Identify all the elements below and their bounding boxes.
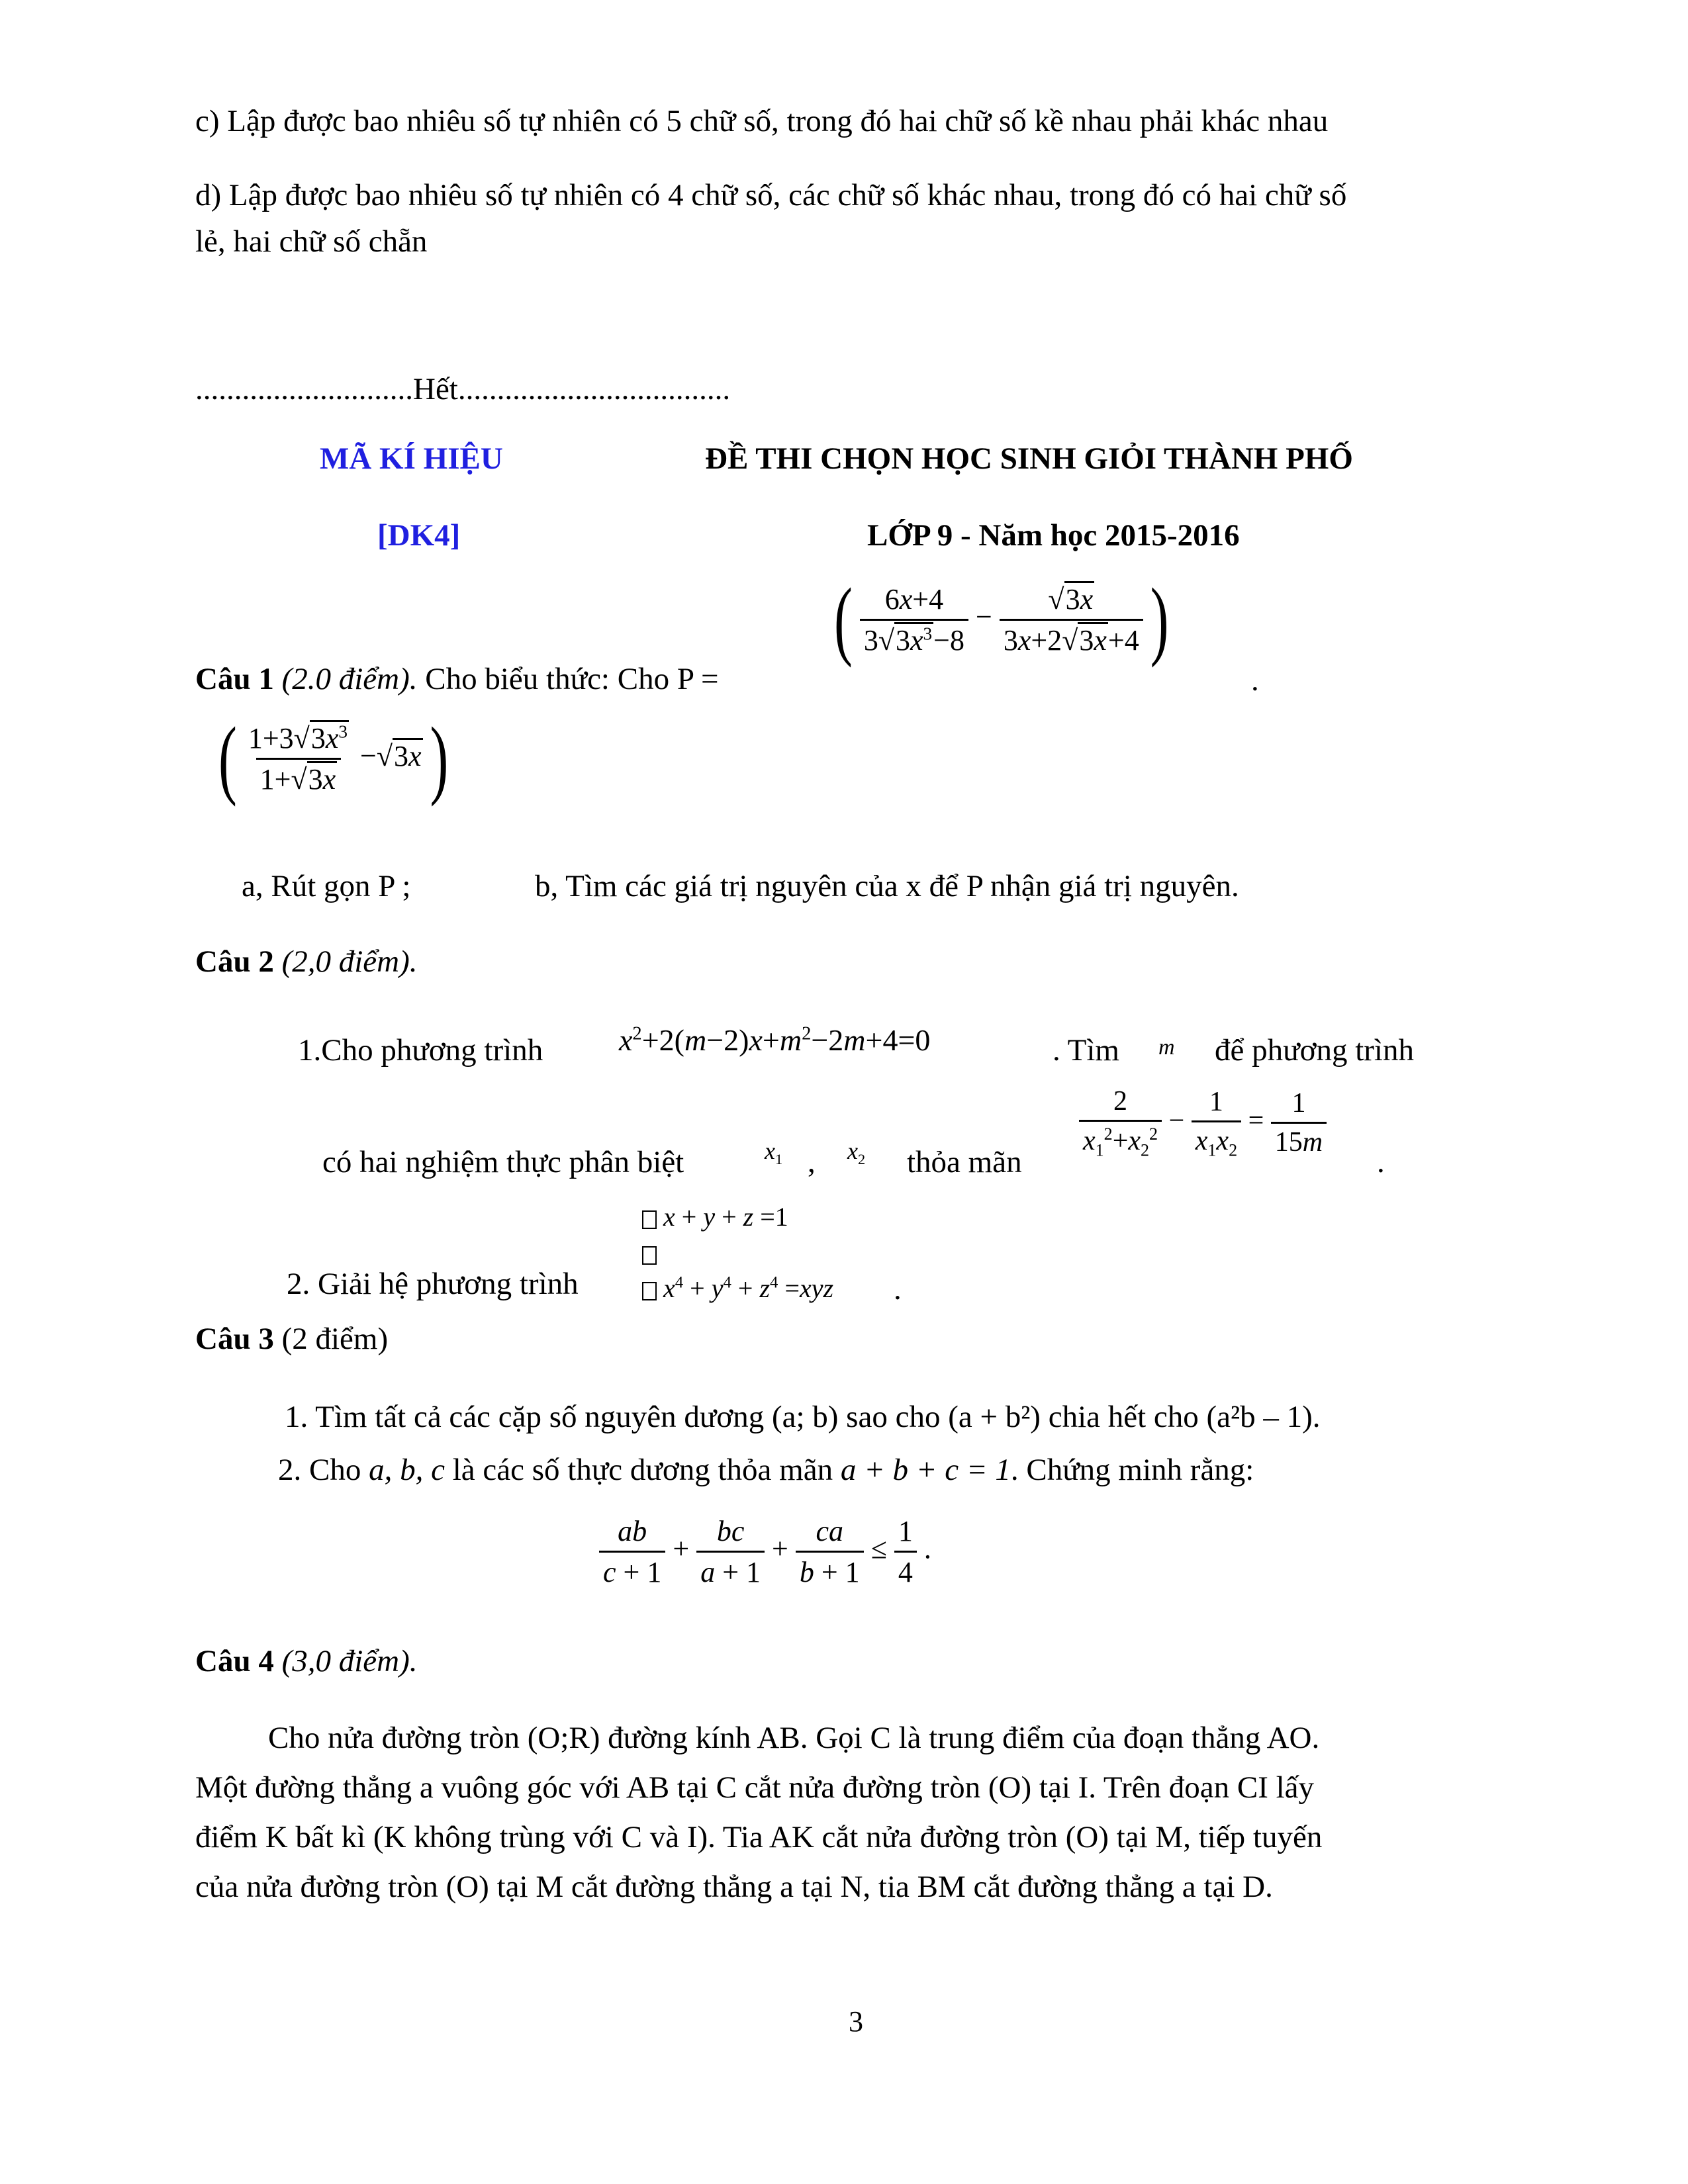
code-label: MÃ KÍ HIỆU [320,441,503,476]
q1-text: Cho biểu thức: Cho P = [425,662,719,696]
formula-dot: . [1251,663,1259,698]
question-d-text-line2: lẻ, hai chữ số chẵn [195,224,428,259]
q1-heading [195,664,718,695]
q3-item1: 1. Tìm tất cả các cặp số nguyên dương (a; b) sao cho (a + b²) chia hết cho (a²b – 1). [285,1400,1321,1434]
question-d-text-line1: d) Lập được bao nhiêu số tự nhiên có 4 chữ số, các chữ số khác nhau, trong đó có hai chữ số [195,178,1347,212]
q2-item1-text: 1.Cho phương trình [298,1033,543,1068]
q3-item2-mid: là các số thực dương thỏa mãn [452,1453,833,1487]
equation-system: x + y + z =1 $x^4 + y^4 + z^4 =xyz$ [642,1199,833,1306]
q2-item1-cond: thỏa mãn [907,1145,1022,1179]
inequality: $\frac{ab}{c + 1}$ + $\frac{bc}{a + 1}$ + $\frac{ca}{b + 1}$ ≤ $\frac{1}{4}$ . [599,1514,931,1589]
comma: , [808,1145,816,1179]
q4-label: Câu 4 [195,1644,274,1678]
q2-item1-find: . Tìm [1053,1033,1119,1068]
q3-item2-cond: a + b + c = 1 [840,1453,1011,1487]
q4-heading [195,1646,418,1677]
exam-grade: LỚP 9 - Năm học 2015-2016 [867,518,1240,553]
q3-item2-vars: a, b, c [369,1453,445,1487]
q3-item2 [278,1455,1254,1486]
formula-p-part2: ( $\frac{1+3√3x^3}{1+√3x}$ −√3x ) [218,709,449,808]
q1-points: (2.0 điểm). [281,662,418,696]
formula-dot2: . [1377,1145,1385,1179]
var-x2: $x_2$ [847,1138,866,1168]
q1-part-b: b, Tìm các giá trị nguyên của x để P nhận giá trị nguyên. [535,869,1239,903]
var-m: m [1158,1035,1175,1060]
q1-part-a: a, Rút gọn P ; [242,869,411,903]
q3-points: (2 điểm) [281,1322,389,1356]
q2-label: Câu 2 [195,944,274,979]
q2-item2-text: 2. Giải hệ phương trình [287,1267,579,1301]
exam-title: ĐỀ THI CHỌN HỌC SINH GIỎI THÀNH PHỐ [705,441,1353,476]
q4-para-line4: của nửa đường tròn (O) tại M cắt đường thẳng a tại N, tia BM cắt đường thẳng a tại D. [195,1870,1273,1904]
q4-para-line3: điểm K bất kì (K không trùng với C và I). Tia AK cắt nửa đường tròn (O) tại M, tiếp tuyến [195,1820,1323,1854]
q4-points: (3,0 điểm). [281,1644,418,1678]
q2-item1-line2: có hai nghiệm thực phân biệt [322,1145,684,1179]
question-c-text: c) Lập được bao nhiêu số tự nhiên có 5 chữ số, trong đó hai chữ số kề nhau phải khác nhau [195,104,1329,138]
formula-p-part1: ( $\frac{6x+4}{3√3x^3-8}$ − $\frac{√3x}{3x+2√3x+4}$ ) [834,570,1169,669]
q3-label: Câu 3 [195,1322,274,1356]
equation-quadratic: $x^2+2(m-2)x+m^2-2m+4=0$ [619,1023,931,1057]
q2-heading [195,946,418,978]
end-marker: ............................Hết................................... [195,372,731,406]
condition-equation: $\frac{2}{x_1^2+x_2^2}$ − $\frac{1}{x_1x_2}$ = $\frac{1}{15m}$ [1079,1085,1327,1160]
q3-item2-tail: . Chứng minh rằng: [1010,1453,1254,1487]
q3-heading [195,1324,388,1355]
formula-dot3: . [894,1272,902,1306]
var-x1: $x_1$ [765,1138,783,1168]
q4-para-line1: Cho nửa đường tròn (O;R) đường kính AB. Gọi C là trung điểm của đoạn thẳng AO. [268,1721,1320,1755]
q3-item2-pre: 2. Cho [278,1453,361,1487]
page-number: 3 [849,2005,863,2038]
q2-points: (2,0 điểm). [281,944,418,979]
q4-para-line2: Một đường thẳng a vuông góc với AB tại C cắt nửa đường tròn (O) tại I. Trên đoạn CI lấy [195,1770,1315,1805]
code-value: [DK4] [377,518,461,553]
q1-label: Câu 1 [195,662,274,696]
q2-item1-tail: để phương trình [1215,1033,1414,1068]
